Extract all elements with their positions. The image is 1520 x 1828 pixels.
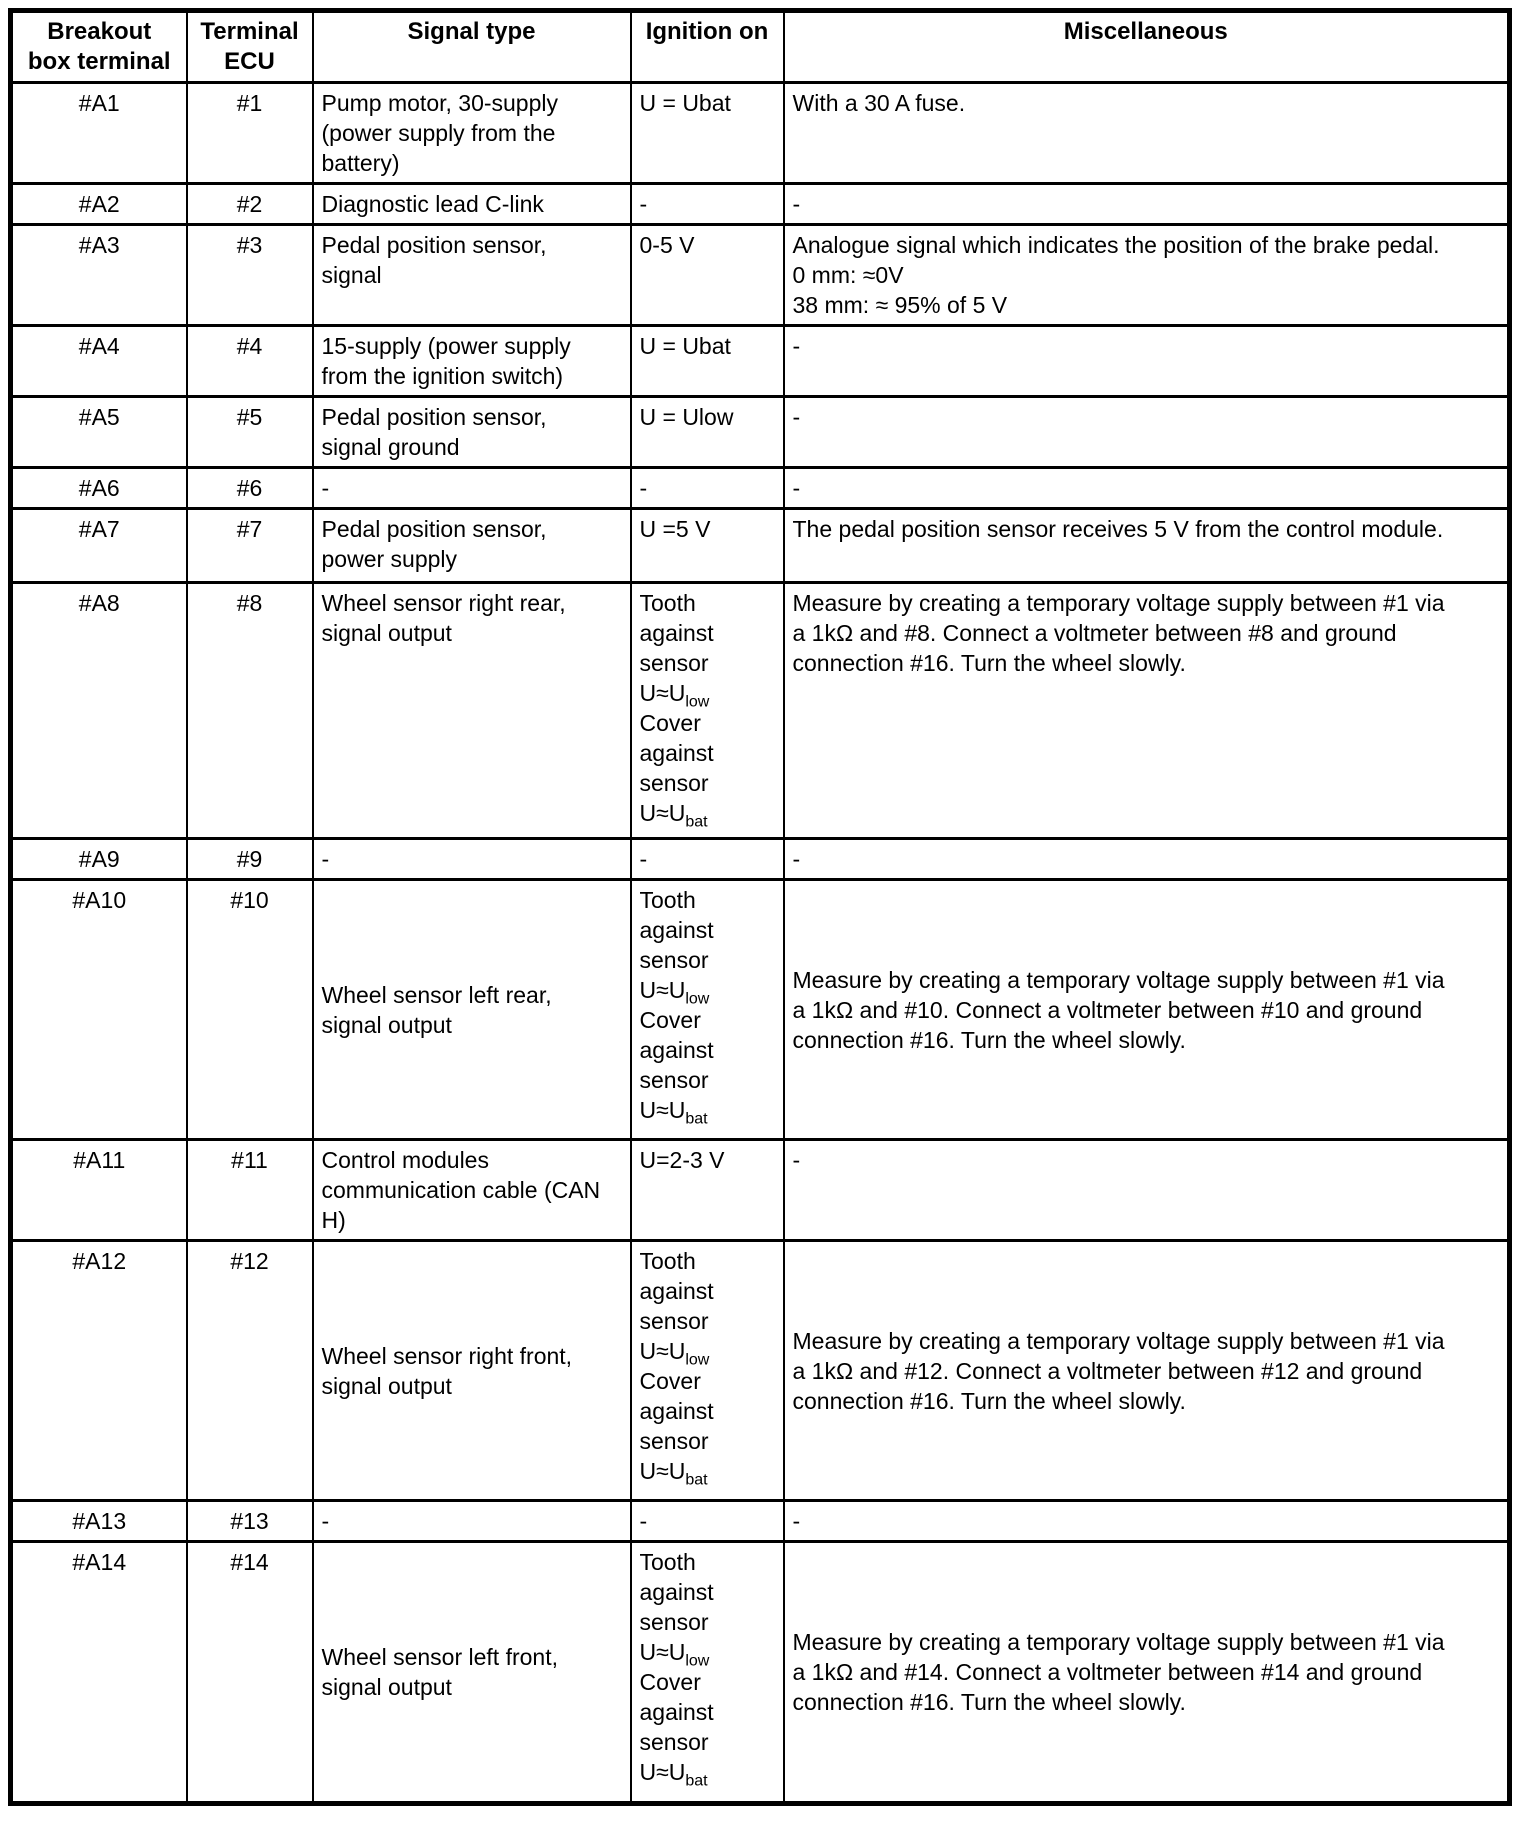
cell-terminal-ecu: #3 [187,225,313,326]
cell-terminal-ecu: #7 [187,509,313,583]
cell-miscellaneous: - [784,839,1510,880]
subscript: low [685,1652,710,1670]
cell-breakout-terminal: #A6 [11,468,187,509]
header-breakout-box-terminal [11,11,187,83]
cell-ignition-on: U =5 V [631,509,784,583]
text-line: sensor [639,947,709,973]
cell-miscellaneous [784,1241,1510,1501]
subscript: low [685,693,710,711]
text-line: Wheel sensor right rear, [321,590,566,616]
cell-breakout-terminal: #A14 [11,1542,187,1804]
header-terminal-ecu [187,11,313,83]
cell-ignition-on [631,583,784,839]
table-row [11,1241,1510,1501]
text-line: Pedal position sensor, [321,404,547,430]
cell-ignition-on: - [631,184,784,225]
text-line: $U\approx U_{bat}$ [639,1458,708,1489]
text-line: against [639,740,714,766]
cell-signal-type [313,326,631,397]
text-line: signal output [321,1674,452,1700]
cell-breakout-terminal: #A4 [11,326,187,397]
text-line: connection #16. Turn the wheel slowly. [792,1026,1186,1053]
text-line: a 1kΩ and #8. Connect a voltmeter between #8 and ground [792,620,1397,646]
text-line: against [639,1037,714,1063]
cell-signal-type: - [313,1501,631,1542]
cell-signal-type [313,83,631,184]
cell-breakout-terminal: #A1 [11,83,187,184]
cell-ignition-on: - [631,1501,784,1542]
cell-ignition-on [631,880,784,1140]
cell-terminal-ecu: #12 [187,1241,313,1501]
text-line: (power supply from the [321,120,556,146]
text-line: $U\approx U_{low}$ [639,1639,710,1670]
cell-breakout-terminal: #A8 [11,583,187,839]
cell-breakout-terminal: #A10 [11,880,187,1140]
subscript: low [685,1351,710,1369]
cell-ignition-on: - [631,468,784,509]
text-line: signal ground [321,434,460,460]
text-line: sensor [639,1729,709,1755]
cell-miscellaneous: The pedal position sensor receives 5 V from the control module. [784,509,1510,583]
cell-ignition-on: 0-5 V [631,225,784,326]
text-line: Pump motor, 30-supply [321,90,559,116]
text-line: communication cable (CAN [321,1177,601,1203]
cell-miscellaneous: - [784,468,1510,509]
cell-miscellaneous: With a 30 A fuse. [784,83,1510,184]
cell-terminal-ecu: #6 [187,468,313,509]
cell-breakout-terminal: #A12 [11,1241,187,1501]
text-line: signal output [321,1372,452,1399]
cell-terminal-ecu: #5 [187,397,313,468]
text-line: a 1kΩ and #10. Connect a voltmeter between #10 and ground [792,996,1423,1023]
subscript: bat [685,1110,708,1128]
cell-miscellaneous [784,225,1510,326]
cell-ignition-on: U = Ulow [631,397,784,468]
cell-signal-type [313,225,631,326]
table-row [11,397,1510,468]
cell-breakout-terminal: #A7 [11,509,187,583]
text-line: against [639,1579,714,1605]
cell-signal-type: - [313,839,631,880]
table-row [11,468,1510,509]
text-line: sensor [639,770,709,796]
text-line: Control modules [321,1147,489,1173]
text-line: a 1kΩ and #14. Connect a voltmeter between #14 and ground [792,1659,1423,1685]
cell-signal-type [313,583,631,839]
table-row [11,184,1510,225]
text-line: against [639,620,714,646]
cell-miscellaneous: - [784,1501,1510,1542]
terminal-signal-table [8,8,1512,1806]
text-line: $U\approx U_{low}$ [639,1338,710,1369]
cell-ignition-on [631,1542,784,1804]
cell-breakout-terminal: #A13 [11,1501,187,1542]
text-line: signal output [321,620,452,646]
cell-terminal-ecu: #9 [187,839,313,880]
table-row [11,509,1510,583]
cell-signal-type: - [313,468,631,509]
text-line: 0 mm: ≈0V [792,262,904,288]
cell-breakout-terminal: #A2 [11,184,187,225]
table-row [11,583,1510,839]
cell-ignition-on: U = Ubat [631,326,784,397]
text-line: power supply [321,546,458,572]
cell-ignition-on [631,1241,784,1501]
cell-miscellaneous: - [784,397,1510,468]
text-line: Cover [639,1007,701,1033]
cell-signal-type [313,397,631,468]
cell-terminal-ecu: #10 [187,880,313,1140]
subscript: bat [685,1772,708,1790]
text-line: sensor [639,1308,709,1334]
text-line: against [639,1398,714,1424]
subscript: bat [685,1471,708,1489]
text-line: Tooth [639,590,696,616]
text-line: Measure by creating a temporary voltage supply between #1 via [792,590,1445,616]
text-line: Measure by creating a temporary voltage supply between #1 via [792,1629,1445,1655]
text-line: sensor [639,1609,709,1635]
cell-ignition-on: - [631,839,784,880]
table-row [11,1140,1510,1241]
cell-terminal-ecu: #13 [187,1501,313,1542]
text-line: $U\approx U_{low}$ [639,680,710,711]
text-line: Tooth [639,887,696,913]
text-line: Wheel sensor left rear, [321,981,552,1008]
cell-signal-type [313,509,631,583]
cell-breakout-terminal: #A11 [11,1140,187,1241]
text-line: $U\approx U_{bat}$ [639,1759,708,1790]
cell-miscellaneous [784,880,1510,1140]
cell-terminal-ecu: #11 [187,1140,313,1241]
header-miscellaneous: Miscellaneous [784,11,1510,83]
text-line: 38 mm: ≈ 95% of 5 V [792,292,1008,318]
cell-signal-type [313,1241,631,1501]
table-row [11,880,1510,1140]
cell-signal-type [313,880,631,1140]
cell-ignition-on: U=2-3 V [631,1140,784,1241]
text-line: $U\approx U_{low}$ [639,977,710,1008]
cell-breakout-terminal: #A3 [11,225,187,326]
text-line: Tooth [639,1549,696,1575]
cell-signal-type: Diagnostic lead C-link [313,184,631,225]
text-line: connection #16. Turn the wheel slowly. [792,1689,1186,1715]
cell-terminal-ecu: #1 [187,83,313,184]
text-line: signal output [321,1011,452,1038]
cell-breakout-terminal: #A5 [11,397,187,468]
text-line: signal [321,262,382,288]
cell-miscellaneous: - [784,326,1510,397]
text-line: against [639,1278,714,1304]
table-row [11,83,1510,184]
text-line: Pedal position sensor, [321,232,547,258]
cell-signal-type [313,1140,631,1241]
text-line: sensor [639,1067,709,1093]
text-line: ECU [224,48,275,75]
text-line: battery) [321,150,400,176]
text-line: Terminal [200,18,299,45]
text-line: connection #16. Turn the wheel slowly. [792,650,1186,676]
text-line: Measure by creating a temporary voltage supply between #1 via [792,1327,1445,1354]
text-line: against [639,1699,714,1725]
text-line: connection #16. Turn the wheel slowly. [792,1387,1186,1414]
cell-miscellaneous [784,583,1510,839]
header-ignition-on: Ignition on [631,11,784,83]
text-line: H) [321,1207,346,1233]
subscript: bat [685,813,708,831]
header-row [11,11,1510,83]
cell-miscellaneous [784,1542,1510,1804]
text-line: $U\approx U_{bat}$ [639,1097,708,1128]
text-line: from the ignition switch) [321,363,564,389]
table-row [11,326,1510,397]
text-line: $U\approx U_{bat}$ [639,800,708,831]
cell-miscellaneous: - [784,184,1510,225]
text-line: Wheel sensor right front, [321,1342,573,1369]
text-line: Breakout [47,18,152,45]
text-line: Pedal position sensor, [321,516,547,542]
table-body [11,83,1510,1804]
text-line: Cover [639,710,701,736]
text-line: Wheel sensor left front, [321,1644,558,1670]
cell-miscellaneous: - [784,1140,1510,1241]
text-line: Cover [639,1368,701,1394]
table-row [11,1542,1510,1804]
text-line: Tooth [639,1248,696,1274]
table-row [11,1501,1510,1542]
cell-terminal-ecu: #8 [187,583,313,839]
cell-terminal-ecu: #14 [187,1542,313,1804]
subscript: low [685,990,710,1008]
text-line: Cover [639,1669,701,1695]
table-row [11,839,1510,880]
text-line: box terminal [27,48,171,75]
text-line: a 1kΩ and #12. Connect a voltmeter between #12 and ground [792,1357,1423,1384]
cell-terminal-ecu: #4 [187,326,313,397]
text-line: against [639,917,714,943]
text-line: 15-supply (power supply [321,333,571,359]
text-line: sensor [639,650,709,676]
text-line: Analogue signal which indicates the position of the brake pedal. [792,232,1440,258]
cell-breakout-terminal: #A9 [11,839,187,880]
cell-signal-type [313,1542,631,1804]
text-line: sensor [639,1428,709,1454]
header-signal-type: Signal type [313,11,631,83]
text-line: Measure by creating a temporary voltage supply between #1 via [792,966,1445,993]
table-row [11,225,1510,326]
cell-ignition-on: U = Ubat [631,83,784,184]
cell-terminal-ecu: #2 [187,184,313,225]
